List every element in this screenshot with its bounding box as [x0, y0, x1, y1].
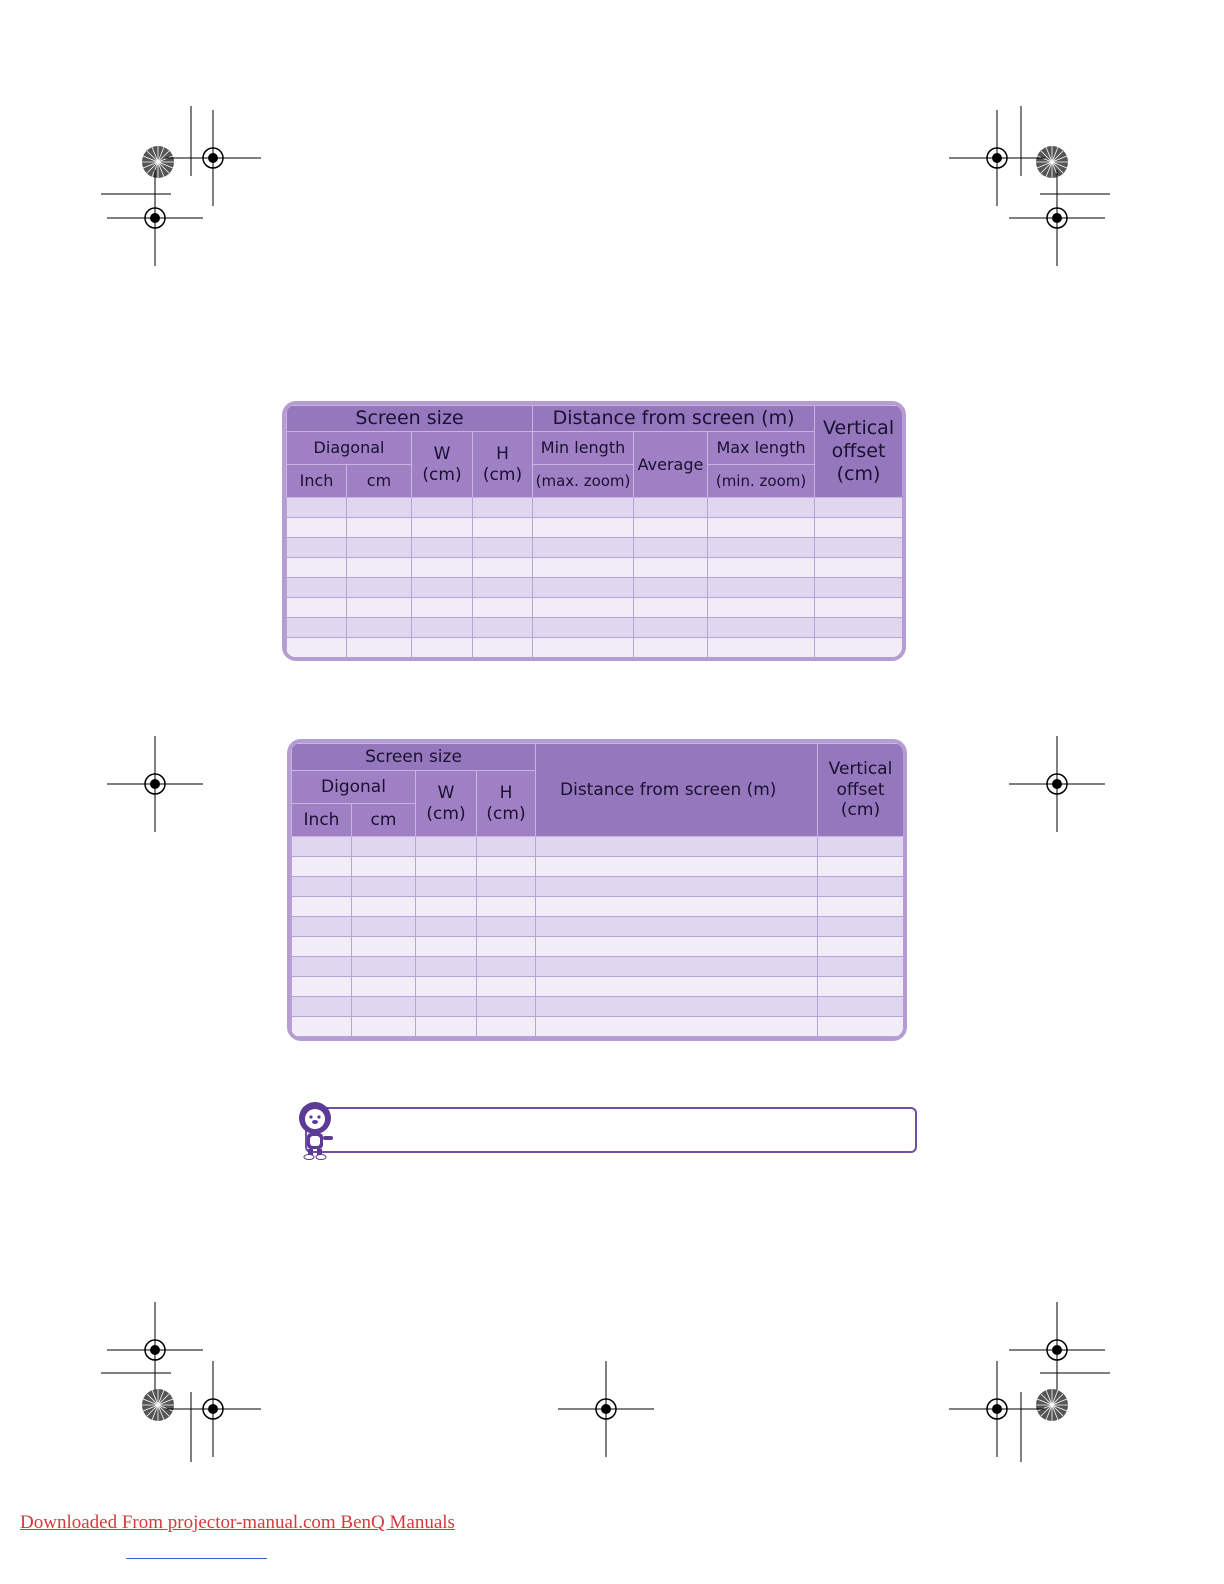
table-1-row: [287, 578, 903, 598]
table-1-cell: [533, 518, 634, 538]
table-1-cell: [815, 618, 903, 638]
table-2-cell: [536, 877, 818, 897]
table-2-cell: [416, 937, 477, 957]
projection-table-2: [287, 739, 907, 1041]
table-1-cell: [634, 538, 708, 558]
table-2-cell: [292, 977, 352, 997]
table-2-row: [292, 877, 904, 897]
table-1-cell: [412, 538, 473, 558]
table-1-cell: [708, 598, 815, 618]
min-length-sub-header: (max. zoom): [533, 465, 634, 498]
table-1-cell: [473, 598, 533, 618]
table-2-cell: [352, 897, 416, 917]
tip-box: [305, 1107, 917, 1153]
height-label-2: H: [499, 783, 513, 804]
table-2-cell: [818, 1017, 904, 1037]
table-1-cell: [634, 598, 708, 618]
table-1-cell: [412, 518, 473, 538]
table-2-cell: [292, 877, 352, 897]
table-1-cell: [287, 498, 347, 518]
table-2-cell: [536, 897, 818, 917]
table-1-row: [287, 618, 903, 638]
distance-header-unit: (m): [761, 407, 795, 430]
table-2-cell: [477, 837, 536, 857]
table-1-cell: [815, 518, 903, 538]
table-2-cell: [477, 917, 536, 937]
table-2-cell: [536, 937, 818, 957]
table-2-cell: [818, 897, 904, 917]
distance-header-label: Distance from screen: [552, 407, 756, 430]
table-1-cell: [473, 638, 533, 658]
max-length-sub-header: (min. zoom): [708, 465, 815, 498]
table-2-cell: [416, 877, 477, 897]
table-2-cell: [477, 897, 536, 917]
table-1-cell: [634, 558, 708, 578]
table-1-cell: [347, 578, 412, 598]
table-1-cell: [634, 518, 708, 538]
height-label: H: [496, 444, 509, 465]
table-1-cell: [473, 498, 533, 518]
table-1-cell: [347, 498, 412, 518]
table-1-cell: [347, 518, 412, 538]
table-1-cell: [815, 538, 903, 558]
table-2-cell: [292, 837, 352, 857]
table-1-cell: [815, 598, 903, 618]
vertical-offset-2-line2: offset: [836, 779, 885, 800]
projection-table-1: [282, 401, 906, 661]
table-2-cell: [477, 1017, 536, 1037]
table-2-row: [292, 837, 904, 857]
table-1-row: [287, 498, 903, 518]
table-2-cell: [352, 997, 416, 1017]
table-1-cell: [347, 618, 412, 638]
table-2-cell: [477, 997, 536, 1017]
vertical-offset-2-line3: (cm): [840, 800, 881, 821]
table-1-cell: [473, 538, 533, 558]
table-2-cell: [818, 857, 904, 877]
table-1-cell: [473, 558, 533, 578]
table-1-cell: [815, 638, 903, 658]
vertical-offset-header-2: [818, 744, 904, 837]
table-2-row: [292, 857, 904, 877]
table-2-cell: [818, 937, 904, 957]
table-2-cell: [292, 1017, 352, 1037]
table-1-cell: [708, 618, 815, 638]
table-2-body: [292, 837, 904, 1037]
table-1-cell: [347, 598, 412, 618]
table-1-cell: [533, 618, 634, 638]
table-2-row: [292, 997, 904, 1017]
table-2-cell: [818, 917, 904, 937]
distance-header-2: Distance from screen (m): [536, 744, 818, 837]
table-1-cell: [708, 518, 815, 538]
table-1-row: [287, 538, 903, 558]
table-1-cell: [708, 638, 815, 658]
table-1-cell: [347, 538, 412, 558]
table-2-cell: [536, 837, 818, 857]
table-2-cell: [416, 857, 477, 877]
table-2-cell: [292, 997, 352, 1017]
vertical-offset-line3: (cm): [836, 462, 881, 485]
table-2-row: [292, 917, 904, 937]
vertical-offset-line2: offset: [831, 440, 886, 463]
table-2-cell: [292, 937, 352, 957]
table-2-cell: [416, 897, 477, 917]
table-2-cell: [818, 957, 904, 977]
cm-header: cm: [347, 465, 412, 498]
table-2-cell: [477, 857, 536, 877]
width-unit: (cm): [422, 464, 462, 485]
lion-mascot-icon: [294, 1100, 336, 1160]
download-source-link[interactable]: Downloaded From projector-manual.com BenQ Manuals: [20, 1512, 455, 1533]
inch-header: Inch: [287, 465, 347, 498]
table-1-cell: [287, 518, 347, 538]
average-header: Average: [634, 432, 708, 498]
table-1-cell: [412, 638, 473, 658]
table-1-cell: [287, 598, 347, 618]
height-unit-2: (cm): [486, 803, 526, 824]
table-1-row: [287, 638, 903, 658]
vertical-offset-2-line1: Vertical: [828, 759, 893, 780]
vertical-offset-header: [815, 406, 903, 498]
table-2-cell: [352, 957, 416, 977]
table-1-cell: [412, 598, 473, 618]
table-2-cell: [416, 917, 477, 937]
table-1-cell: [412, 618, 473, 638]
table-2-cell: [352, 977, 416, 997]
bottom-rule: [126, 1558, 267, 1559]
table-1-row: [287, 518, 903, 538]
table-2-cell: [352, 937, 416, 957]
width-unit-2: (cm): [426, 803, 466, 824]
table-1-cell: [815, 578, 903, 598]
diagonal-header: Diagonal: [287, 432, 412, 465]
table-1-row: [287, 598, 903, 618]
table-2-cell: [352, 1017, 416, 1037]
table-1-cell: [533, 538, 634, 558]
table-1-cell: [473, 618, 533, 638]
width-header: [412, 432, 473, 498]
table-1-cell: [815, 498, 903, 518]
table-1-cell: [634, 578, 708, 598]
table-2-cell: [352, 857, 416, 877]
table-2-cell: [477, 877, 536, 897]
width-label: W: [433, 444, 451, 465]
table-1-cell: [708, 498, 815, 518]
table-2-cell: [818, 977, 904, 997]
table-1-cell: [815, 558, 903, 578]
table-2-cell: [477, 957, 536, 977]
table-1-cell: [473, 518, 533, 538]
width-header-2: [416, 771, 477, 837]
table-2-cell: [416, 837, 477, 857]
table-2-cell: [292, 857, 352, 877]
table-2-cell: [416, 1017, 477, 1037]
table-2-row: [292, 937, 904, 957]
table-1-cell: [708, 558, 815, 578]
min-length-header: Min length: [533, 432, 634, 465]
table-2-row: [292, 957, 904, 977]
table-2-cell: [292, 917, 352, 937]
table-2-cell: [818, 997, 904, 1017]
table-2-cell: [477, 977, 536, 997]
diagonal-header-2: Digonal: [292, 771, 416, 804]
table-1-cell: [347, 558, 412, 578]
table-1-grid: [286, 405, 903, 658]
table-1-cell: [287, 538, 347, 558]
table-1-cell: [287, 578, 347, 598]
table-2-row: [292, 977, 904, 997]
table-2-grid: [291, 743, 904, 1037]
table-2-cell: [818, 877, 904, 897]
distance-header: [533, 406, 815, 432]
table-2-cell: [536, 917, 818, 937]
cm-header-2: cm: [352, 804, 416, 837]
table-1-cell: [412, 578, 473, 598]
table-1-row: [287, 558, 903, 578]
table-1-cell: [347, 638, 412, 658]
table-2-row: [292, 897, 904, 917]
table-2-cell: [292, 957, 352, 977]
table-2-cell: [416, 997, 477, 1017]
table-2-row: [292, 1017, 904, 1037]
table-1-cell: [287, 618, 347, 638]
table-2-cell: [536, 957, 818, 977]
table-1-cell: [533, 638, 634, 658]
table-1-cell: [412, 558, 473, 578]
table-1-body: [287, 498, 903, 658]
table-2-cell: [536, 1017, 818, 1037]
table-1-cell: [473, 578, 533, 598]
table-2-cell: [292, 897, 352, 917]
table-1-cell: [634, 638, 708, 658]
vertical-offset-line1: Vertical: [822, 417, 895, 440]
table-2-cell: [416, 957, 477, 977]
table-2-cell: [352, 877, 416, 897]
table-1-cell: [533, 558, 634, 578]
table-2-cell: [352, 837, 416, 857]
table-2-cell: [536, 977, 818, 997]
table-1-cell: [634, 498, 708, 518]
height-header: [473, 432, 533, 498]
table-1-cell: [287, 638, 347, 658]
table-1-cell: [708, 538, 815, 558]
table-1-cell: [533, 498, 634, 518]
screen-size-header: Screen size: [287, 406, 533, 432]
height-header-2: [477, 771, 536, 837]
inch-header-2: Inch: [292, 804, 352, 837]
table-2-cell: [536, 997, 818, 1017]
table-2-cell: [536, 857, 818, 877]
height-unit: (cm): [482, 464, 523, 485]
table-2-cell: [818, 837, 904, 857]
table-1-cell: [287, 558, 347, 578]
screen-size-header-2: Screen size: [292, 744, 536, 771]
table-2-cell: [416, 977, 477, 997]
table-1-cell: [634, 618, 708, 638]
table-1-cell: [412, 498, 473, 518]
table-1-cell: [533, 598, 634, 618]
width-label-2: W: [437, 783, 455, 804]
table-2-cell: [477, 937, 536, 957]
table-1-cell: [533, 578, 634, 598]
table-2-cell: [352, 917, 416, 937]
max-length-header: Max length: [708, 432, 815, 465]
table-1-cell: [708, 578, 815, 598]
